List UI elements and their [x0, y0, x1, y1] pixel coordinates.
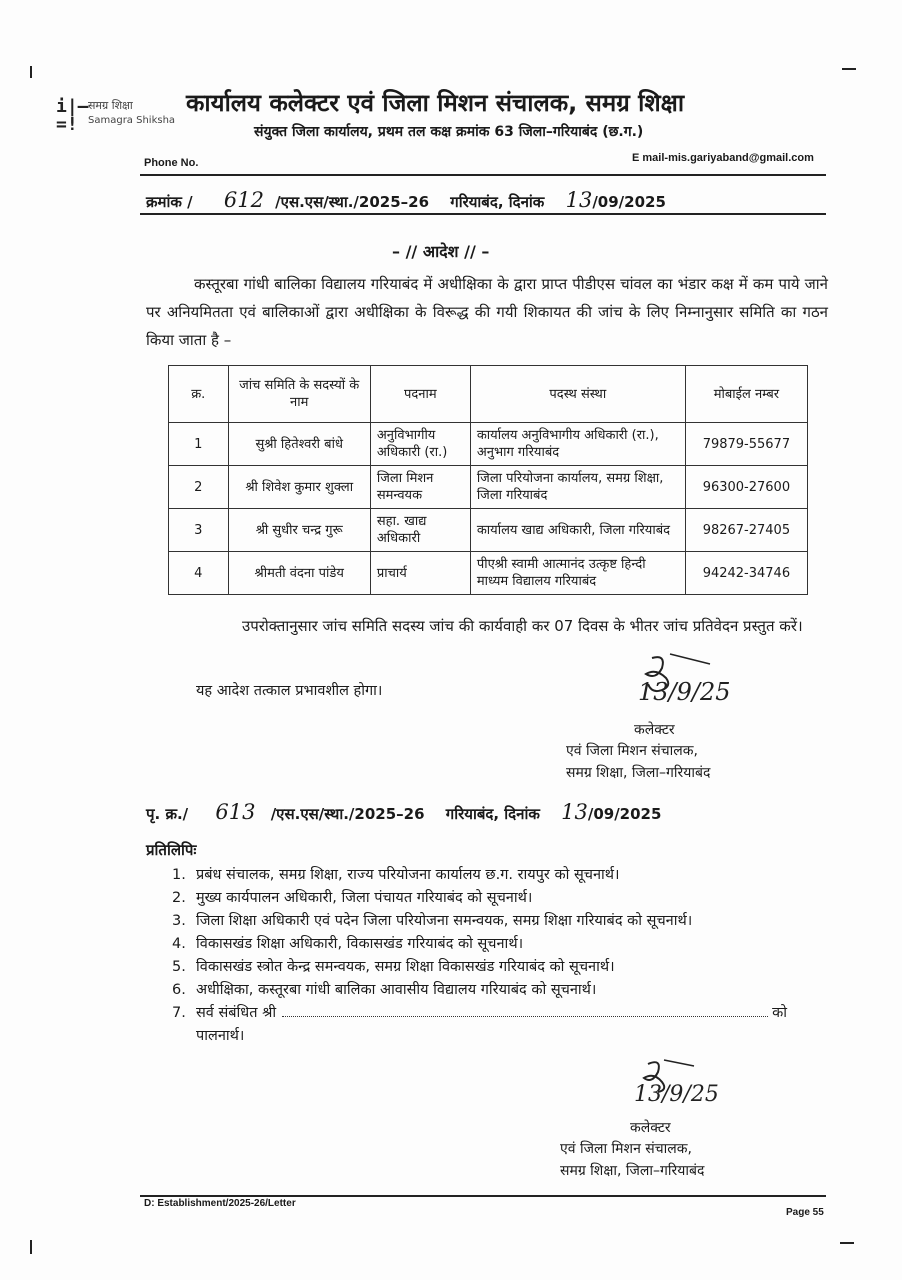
footer-divider	[140, 1195, 826, 1197]
list-item: 3. जिला शिक्षा अधिकारी एवं पदेन जिला परियोजना समन्वयक, समग्र शिक्षा गरियाबंद को सूचनार्थ।	[172, 913, 693, 929]
order-number-handwritten: 612	[223, 188, 264, 212]
order-month-year: /09/2025	[592, 193, 666, 211]
committee-table	[168, 365, 808, 595]
logo-icon: i|– =!	[56, 96, 89, 135]
office-address: संयुक्त जिला कार्यालय, प्रथम तल कक्ष क्रमांक 63 जिला–गरियाबंद (छ.ग.)	[254, 124, 644, 140]
order-prefix: क्रमांक /	[146, 193, 193, 211]
header-institution: पदस्थ संस्था	[470, 366, 685, 423]
cell-mobile: 96300-27600	[685, 466, 807, 509]
header-serial: क्र.	[169, 366, 229, 423]
signature-1-date: 13/9/25	[638, 678, 731, 706]
effect-line: यह आदेश तत्काल प्रभावशील होगा।	[196, 683, 383, 699]
samagra-shiksha-logo	[56, 98, 176, 138]
signature-1-line3: समग्र शिक्षा, जिला–गरियाबंद	[566, 765, 711, 781]
footer-file-ref: D: Establishment/2025-26/Letter	[144, 1198, 296, 1209]
crop-mark	[842, 68, 856, 70]
cell-mobile: 94242-34746	[685, 552, 807, 595]
list-item: 7. सर्व संबंधित श्री को पालनार्थ।	[172, 1005, 788, 1044]
crop-mark	[840, 1242, 854, 1244]
copy-place-date: गरियाबंद, दिनांक	[445, 805, 540, 823]
order-day-handwritten: 13	[565, 188, 593, 212]
footer-page-number: Page 55	[786, 1207, 824, 1218]
order-code: /एस.एस/स्था./2025–26	[275, 193, 430, 211]
list-item: 4. विकासखंड शिक्षा अधिकारी, विकासखंड गरियाबंद को सूचनार्थ।	[172, 936, 524, 952]
cell-designation: प्राचार्य	[370, 552, 470, 595]
signature-2-line2: एवं जिला मिशन संचालक,	[560, 1141, 692, 1157]
table-row	[169, 466, 808, 509]
copy-code: /एस.एस/स्था./2025–26	[270, 805, 425, 823]
copy-day-handwritten: 13	[561, 800, 588, 824]
table-row	[169, 423, 808, 466]
signature-2-line3: समग्र शिक्षा, जिला–गरियाबंद	[560, 1163, 705, 1179]
cell-designation: अनुविभागीय अधिकारी (रा.)	[370, 423, 470, 466]
header-mobile: मोबाईल नम्बर	[685, 366, 807, 423]
list-item: 5. विकासखंड स्त्रोत केन्द्र समन्वयक, समग्र शिक्षा विकासखंड गरियाबंद को सूचनार्थ।	[172, 959, 615, 975]
cell-serial: 3	[169, 509, 229, 552]
list-item: 2. मुख्य कार्यपालन अधिकारी, जिला पंचायत गरियाबंद को सूचनार्थ।	[172, 890, 533, 906]
phone-label: Phone No.	[144, 157, 199, 169]
order-body-paragraph: कस्तूरबा गांधी बालिका विद्यालय गरियाबंद में अधीक्षिका के द्वारा प्राप्त पीडीएस चांवल का भंडार कक्ष में कम पाये जाने पर अनियमितता एवं बालिकाओं द्वारा अधीक्षिका के विरूद्ध की गयी शिकायत की जांच के लिए निम्नानुसार समिति का गठन किया जाता है –	[146, 275, 828, 349]
office-title: कार्यालय कलेक्टर एवं जिला मिशन संचालक, समग्र शिक्षा	[186, 89, 685, 117]
header-member-name: जांच समिति के सदस्यों के नाम	[228, 366, 370, 423]
copy-prefix: पृ. क्र./	[146, 805, 189, 823]
blank-dotted-line	[282, 1016, 768, 1017]
order-heading: – // आदेश // –	[392, 242, 490, 261]
copy-to-list	[172, 864, 832, 1048]
cell-designation: जिला मिशन समन्वयक	[370, 466, 470, 509]
cell-name: श्री सुधीर चन्द्र गुरू	[228, 509, 370, 552]
order-place-date: गरियाबंद, दिनांक	[450, 193, 545, 211]
signature-2-date: 13/9/25	[634, 1082, 719, 1107]
cell-name: श्रीमती वंदना पांडेय	[228, 552, 370, 595]
header-divider	[140, 174, 826, 176]
ref-divider	[140, 213, 826, 215]
cell-serial: 2	[169, 466, 229, 509]
list-item: 1. प्रबंध संचालक, समग्र शिक्षा, राज्य परियोजना कार्यालय छ.ग. रायपुर को सूचनार्थ।	[172, 867, 620, 883]
list-item: 6. अधीक्षिका, कस्तूरबा गांधी बालिका आवासीय विद्यालय गरियाबंद को सूचनार्थ।	[172, 982, 597, 998]
signature-2-role: कलेक्टर	[630, 1120, 671, 1136]
signature-1-line2: एवं जिला मिशन संचालक,	[566, 743, 698, 759]
cell-designation: सहा. खाद्य अधिकारी	[370, 509, 470, 552]
cell-institution: पीएश्री स्वामी आत्मानंद उत्कृष्ट हिन्दी माध्यम विद्यालय गरियाबंद	[470, 552, 685, 595]
order-reference	[146, 188, 666, 212]
copy-reference	[146, 800, 661, 824]
crop-mark	[30, 1240, 32, 1254]
logo-english-text: Samagra Shiksha	[88, 115, 176, 126]
table-row	[169, 552, 808, 595]
cell-institution: कार्यालय अनुविभागीय अधिकारी (रा.), अनुभाग गरियाबंद	[470, 423, 685, 466]
signature-1-block	[566, 740, 710, 784]
cell-institution: कार्यालय खाद्य अधिकारी, जिला गरियाबंद	[470, 509, 685, 552]
copy-to-title: प्रतिलिपिः	[146, 841, 197, 859]
signature-2-block	[560, 1138, 704, 1182]
logo-hindi-text: समग्र शिक्षा	[88, 99, 133, 112]
signature-1-role: कलेक्टर	[634, 722, 675, 738]
cell-institution: जिला परियोजना कार्यालय, समग्र शिक्षा, जिला गरियाबंद	[470, 466, 685, 509]
cell-serial: 1	[169, 423, 229, 466]
cell-mobile: 79879-55677	[685, 423, 807, 466]
cell-mobile: 98267-27405	[685, 509, 807, 552]
table-row	[169, 509, 808, 552]
cell-name: सुश्री हितेश्वरी बांधे	[228, 423, 370, 466]
email-address: E mail-mis.gariyaband@gmail.com	[632, 152, 814, 164]
crop-mark	[30, 66, 32, 78]
copy-number-handwritten: 613	[215, 800, 256, 824]
cell-name: श्री शिवेश कुमार शुक्ला	[228, 466, 370, 509]
table-header-row	[169, 366, 808, 423]
instruction-paragraph: उपरोक्तानुसार जांच समिति सदस्य जांच की कार्यवाही कर 07 दिवस के भीतर जांच प्रतिवेदन प्रस्तुत करें।	[242, 617, 803, 635]
copy-month-year: /09/2025	[587, 805, 662, 823]
header-designation: पदनाम	[370, 366, 470, 423]
cell-serial: 4	[169, 552, 229, 595]
